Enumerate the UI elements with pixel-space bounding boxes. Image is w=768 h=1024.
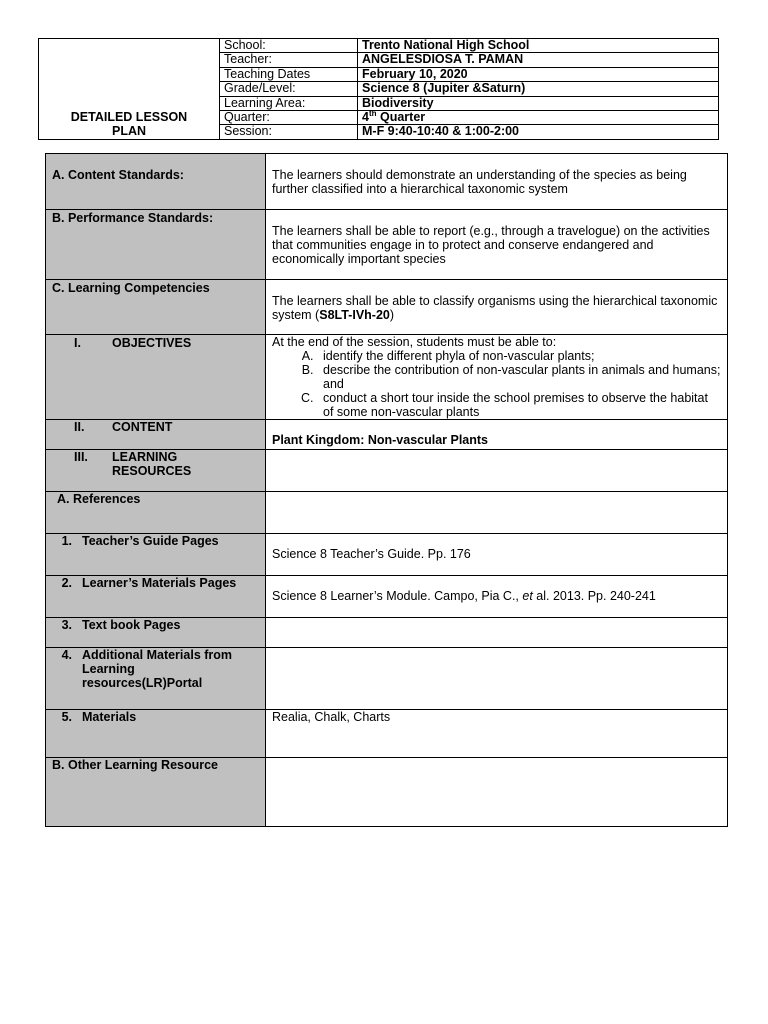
- references-value: [266, 492, 728, 534]
- lesson-plan-title: DETAILED LESSON PLAN: [39, 39, 220, 140]
- grade-level-label: Grade/Level:: [220, 82, 358, 96]
- additional-materials-value: [266, 648, 728, 710]
- learning-resources-value: [266, 450, 728, 492]
- grade-level-value: Science 8 (Jupiter &Saturn): [358, 82, 719, 96]
- table-row: [46, 210, 728, 280]
- learning-area-label: Learning Area:: [220, 96, 358, 110]
- table-row: [46, 420, 728, 450]
- materials-text: Realia, Chalk, Charts: [266, 710, 728, 758]
- table-row: [46, 758, 728, 827]
- objectives-text: At the end of the session, students must be able to: A. identify the different phyla of non-vascular plants; B. describe the contribution of non-vascular plants in animals and humans; and C. conduct a short tour inside the school premises to observe the habitat of some non-vascular plants: [266, 335, 728, 420]
- learning-competencies-label: C. Learning Competencies: [46, 280, 266, 335]
- additional-materials-label: 4. Additional Materials from Learning resources(LR)Portal: [46, 648, 266, 710]
- table-row: [46, 492, 728, 534]
- quarter-value: 4th Quarter: [358, 110, 719, 124]
- lesson-plan-table: [45, 153, 728, 827]
- content-label: II. CONTENT: [46, 420, 266, 450]
- textbook-label: 3. Text book Pages: [46, 618, 266, 648]
- teacher-value: ANGELESDIOSA T. PAMAN: [358, 53, 719, 67]
- learning-area-value: Biodiversity: [358, 96, 719, 110]
- learning-competencies-text: The learners shall be able to classify organisms using the hierarchical taxonomic system (S8LT-IVh-20): [266, 280, 728, 335]
- teachers-guide-label: 1. Teacher’s Guide Pages: [46, 534, 266, 576]
- table-row: [46, 450, 728, 492]
- content-standards-label: A. Content Standards:: [46, 154, 266, 210]
- teachers-guide-text: Science 8 Teacher’s Guide. Pp. 176: [266, 534, 728, 576]
- teaching-dates-value: February 10, 2020: [358, 67, 719, 81]
- performance-standards-label: B. Performance Standards:: [46, 210, 266, 280]
- teacher-label: Teacher:: [220, 53, 358, 67]
- list-item: C. conduct a short tour inside the school premises to observe the habitat of some non-vascular plants: [317, 391, 721, 419]
- content-text: Plant Kingdom: Non-vascular Plants: [266, 420, 728, 450]
- teaching-dates-label: Teaching Dates: [220, 67, 358, 81]
- learners-materials-label: 2. Learner’s Materials Pages: [46, 576, 266, 618]
- session-label: Session:: [220, 125, 358, 139]
- table-row: [46, 335, 728, 420]
- table-row: [46, 154, 728, 210]
- table-row: [46, 648, 728, 710]
- list-item: B. describe the contribution of non-vascular plants in animals and humans; and: [317, 363, 721, 391]
- session-value: M-F 9:40-10:40 & 1:00-2:00: [358, 125, 719, 139]
- learning-resources-label: III. LEARNING RESOURCES: [46, 450, 266, 492]
- other-learning-resource-value: [266, 758, 728, 827]
- textbook-value: [266, 618, 728, 648]
- performance-standards-text: The learners shall be able to report (e.g., through a travelogue) on the activities that communities engage in to protect and conserve endangered and economically important species: [266, 210, 728, 280]
- quarter-label: Quarter:: [220, 110, 358, 124]
- table-row: [46, 534, 728, 576]
- table-row: [46, 618, 728, 648]
- objectives-list: [272, 349, 721, 419]
- school-value: Trento National High School: [358, 39, 719, 53]
- learners-materials-text: Science 8 Learner’s Module. Campo, Pia C., et al. 2013. Pp. 240-241: [266, 576, 728, 618]
- content-standards-text: The learners should demonstrate an understanding of the species as being further classified into a hierarchical taxonomic system: [266, 154, 728, 210]
- table-row: [46, 710, 728, 758]
- header-table: [38, 38, 719, 140]
- references-label: A. References: [46, 492, 266, 534]
- materials-label: 5. Materials: [46, 710, 266, 758]
- table-row: [46, 280, 728, 335]
- other-learning-resource-label: B. Other Learning Resource: [46, 758, 266, 827]
- list-item: A. identify the different phyla of non-vascular plants;: [317, 349, 721, 363]
- school-label: School:: [220, 39, 358, 53]
- table-row: [46, 576, 728, 618]
- objectives-label: I. OBJECTIVES: [46, 335, 266, 420]
